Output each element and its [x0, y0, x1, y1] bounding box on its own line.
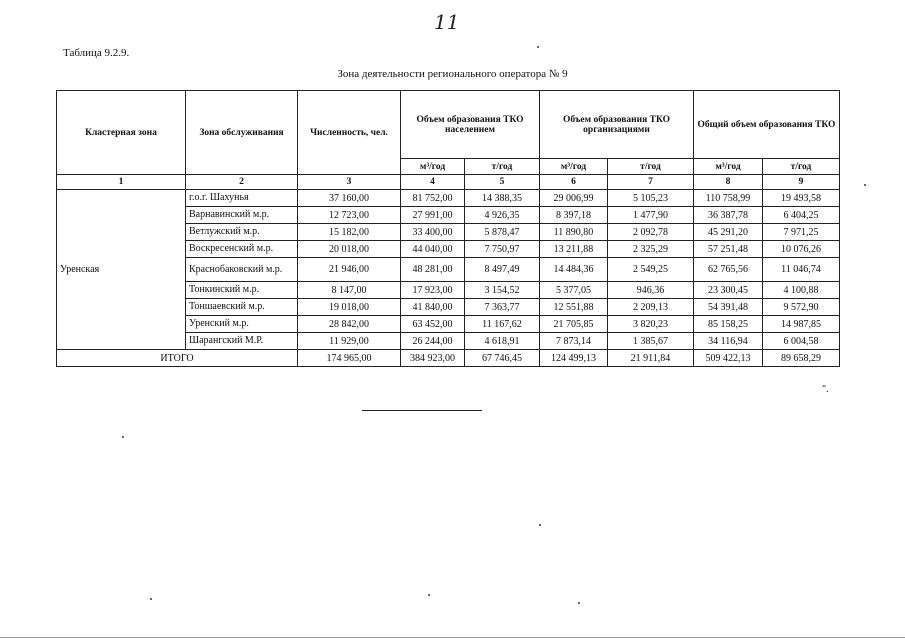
unit-t: т/год [763, 159, 840, 175]
cell-population: 8 147,00 [298, 282, 401, 299]
unit-m3: м³/год [540, 159, 608, 175]
cell-org-m3: 7 873,14 [540, 333, 608, 350]
unit-t: т/год [608, 159, 694, 175]
cell-pop-t: 14 388,35 [465, 190, 540, 207]
cell-org-t: 1 385,67 [608, 333, 694, 350]
separator-line [362, 410, 482, 411]
service-zone: Краснобаковский м.р. [186, 258, 298, 282]
cell-population: 12 723,00 [298, 207, 401, 224]
cell-tot-t: 14 987,85 [763, 316, 840, 333]
cell-org-t: 2 549,25 [608, 258, 694, 282]
end-quote-mark: ". [822, 384, 829, 395]
total-pop-m3: 384 923,00 [401, 350, 465, 367]
cell-pop-t: 7 750,97 [465, 241, 540, 258]
cell-tot-t: 4 100,88 [763, 282, 840, 299]
unit-m3: м³/год [694, 159, 763, 175]
cell-population: 15 182,00 [298, 224, 401, 241]
total-population: 174 965,00 [298, 350, 401, 367]
scan-speck [537, 46, 539, 48]
cell-tot-t: 10 076,26 [763, 241, 840, 258]
service-zone: Тонкинский м.р. [186, 282, 298, 299]
total-row [57, 350, 840, 367]
service-zone: г.о.г. Шахунья [186, 190, 298, 207]
cell-org-m3: 13 211,88 [540, 241, 608, 258]
cell-org-t: 3 820,23 [608, 316, 694, 333]
scan-speck [428, 594, 430, 596]
service-zone: Варнавинский м.р. [186, 207, 298, 224]
cell-population: 20 018,00 [298, 241, 401, 258]
service-zone: Ветлужский м.р. [186, 224, 298, 241]
cell-org-t: 946,36 [608, 282, 694, 299]
cell-population: 28 842,00 [298, 316, 401, 333]
cell-population: 37 160,00 [298, 190, 401, 207]
cell-org-m3: 12 551,88 [540, 299, 608, 316]
cell-pop-m3: 63 452,00 [401, 316, 465, 333]
cell-pop-t: 4 926,35 [465, 207, 540, 224]
column-number: 6 [540, 175, 608, 190]
cell-tot-m3: 62 765,56 [694, 258, 763, 282]
column-number: 3 [298, 175, 401, 190]
total-pop-t: 67 746,45 [465, 350, 540, 367]
cell-tot-m3: 57 251,48 [694, 241, 763, 258]
cell-tot-m3: 36 387,78 [694, 207, 763, 224]
cell-org-t: 2 325,29 [608, 241, 694, 258]
cell-org-m3: 11 890,80 [540, 224, 608, 241]
header-cluster: Кластерная зона [57, 91, 186, 175]
page-number: 11 [434, 10, 460, 34]
cell-pop-t: 11 167,62 [465, 316, 540, 333]
cell-population: 21 946,00 [298, 258, 401, 282]
column-number: 9 [763, 175, 840, 190]
unit-m3: м³/год [401, 159, 465, 175]
cell-pop-t: 4 618,91 [465, 333, 540, 350]
cell-tot-m3: 45 291,20 [694, 224, 763, 241]
total-label: ИТОГО [57, 350, 298, 367]
cell-org-m3: 5 377,05 [540, 282, 608, 299]
cell-tot-t: 6 404,25 [763, 207, 840, 224]
service-zone: Уренский м.р. [186, 316, 298, 333]
column-number: 5 [465, 175, 540, 190]
total-tot-m3: 509 422,13 [694, 350, 763, 367]
cell-pop-t: 8 497,49 [465, 258, 540, 282]
cell-tot-t: 7 971,25 [763, 224, 840, 241]
cell-tot-m3: 54 391,48 [694, 299, 763, 316]
service-zone: Тоншаевский м.р. [186, 299, 298, 316]
cell-org-m3: 8 397,18 [540, 207, 608, 224]
cell-tot-t: 11 046,74 [763, 258, 840, 282]
column-number: 1 [57, 175, 186, 190]
table-label: Таблица 9.2.9. [63, 47, 130, 59]
cell-pop-t: 5 878,47 [465, 224, 540, 241]
cell-pop-m3: 27 991,00 [401, 207, 465, 224]
cell-tot-m3: 85 158,25 [694, 316, 763, 333]
table-caption: Зона деятельности регионального оператора № 9 [337, 68, 568, 80]
total-tot-t: 89 658,29 [763, 350, 840, 367]
scan-speck [864, 184, 866, 186]
scan-speck [539, 524, 541, 526]
cell-pop-t: 7 363,77 [465, 299, 540, 316]
service-zone: Шарангский М.Р. [186, 333, 298, 350]
service-zone: Воскресенский м.р. [186, 241, 298, 258]
cell-pop-m3: 81 752,00 [401, 190, 465, 207]
scan-speck [150, 598, 152, 600]
cell-org-t: 2 092,78 [608, 224, 694, 241]
header-by-organizations: Объем образования ТКО организациями [540, 91, 694, 159]
waste-volume-table [56, 90, 840, 367]
cell-org-t: 2 209,13 [608, 299, 694, 316]
column-number: 2 [186, 175, 298, 190]
header-by-population: Объем образования ТКО населением [401, 91, 540, 159]
header-population: Численность, чел. [298, 91, 401, 175]
cell-pop-m3: 33 400,00 [401, 224, 465, 241]
cell-pop-t: 3 154,52 [465, 282, 540, 299]
scan-speck [122, 436, 124, 438]
table-row [57, 190, 840, 207]
cell-tot-m3: 110 758,99 [694, 190, 763, 207]
scan-speck [578, 602, 580, 604]
column-number: 8 [694, 175, 763, 190]
cell-population: 19 018,00 [298, 299, 401, 316]
cell-org-t: 5 105,23 [608, 190, 694, 207]
header-zone: Зона обслуживания [186, 91, 298, 175]
cell-tot-t: 9 572,90 [763, 299, 840, 316]
cell-population: 11 929,00 [298, 333, 401, 350]
cell-tot-m3: 34 116,94 [694, 333, 763, 350]
cell-tot-t: 6 004,58 [763, 333, 840, 350]
cell-org-m3: 21 705,85 [540, 316, 608, 333]
cell-pop-m3: 26 244,00 [401, 333, 465, 350]
header-total-volume: Общий объем образования ТКО [694, 91, 840, 159]
unit-t: т/год [465, 159, 540, 175]
cell-org-m3: 29 006,99 [540, 190, 608, 207]
total-org-m3: 124 499,13 [540, 350, 608, 367]
cell-pop-m3: 17 923,00 [401, 282, 465, 299]
cell-tot-m3: 23 300,45 [694, 282, 763, 299]
scan-edge [0, 637, 905, 638]
column-number: 4 [401, 175, 465, 190]
cell-org-m3: 14 484,36 [540, 258, 608, 282]
cell-pop-m3: 41 840,00 [401, 299, 465, 316]
cell-org-t: 1 477,90 [608, 207, 694, 224]
column-number: 7 [608, 175, 694, 190]
cell-tot-t: 19 493,58 [763, 190, 840, 207]
cell-pop-m3: 44 040,00 [401, 241, 465, 258]
total-org-t: 21 911,84 [608, 350, 694, 367]
cell-pop-m3: 48 281,00 [401, 258, 465, 282]
cluster-name: Уренская [57, 190, 186, 350]
